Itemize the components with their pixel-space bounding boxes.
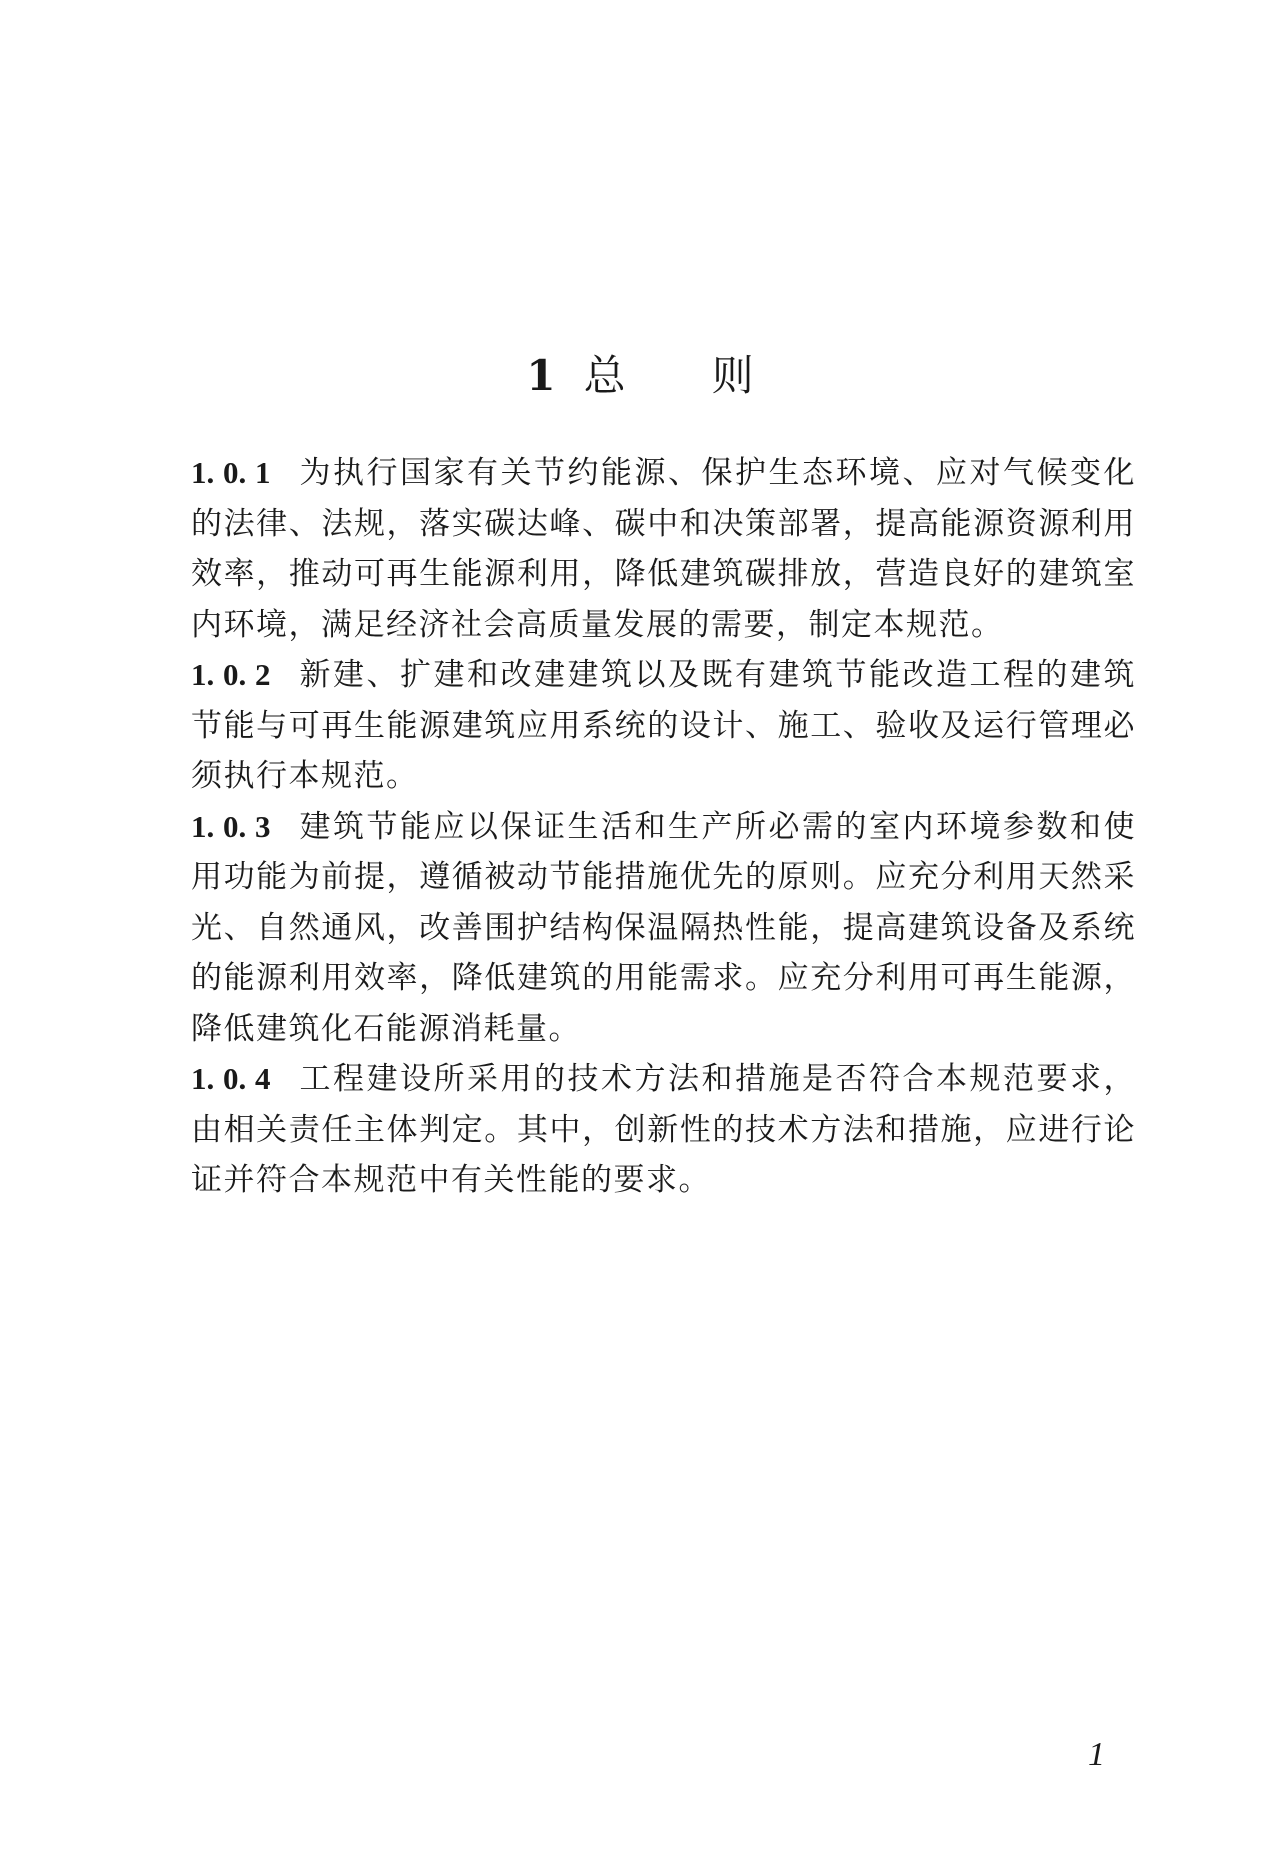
chapter-title-part2: 则 [711,351,754,401]
clause-number: 1. 0. 1 [191,455,271,490]
clause-1-0-3 [191,802,1136,1055]
chapter-number: 1 [526,351,556,401]
page-number: 1 [1088,1736,1105,1773]
clause-number: 1. 0. 2 [191,657,271,692]
clause-number: 1. 0. 4 [191,1061,271,1096]
chapter-title-part1: 总 [583,351,626,401]
clause-text: 建筑节能应以保证生活和生产所必需的室内环境参数和使用功能为前提，遵循被动节能措施优先的原则。应充分利用天然采光、自然通风，改善围护结构保温隔热性能，提高建筑设备及系统的能源利用效率，降低建筑的用能需求。应充分利用可再生能源，降低建筑化石能源消耗量。 [191,808,1136,1047]
clause-text: 工程建设所采用的技术方法和措施是否符合本规范要求，由相关责任主体判定。其中，创新性的技术方法和措施，应进行论证并符合本规范中有关性能的要求。 [191,1061,1136,1198]
clause-1-0-1 [191,448,1136,650]
clause-list [191,448,1136,1206]
clause-1-0-2 [191,650,1136,802]
chapter-title [0,346,1280,406]
clause-text: 为执行国家有关节约能源、保护生态环境、应对气候变化的法律、法规，落实碳达峰、碳中和决策部署，提高能源资源利用效率，推动可再生能源利用，降低建筑碳排放，营造良好的建筑室内环境，满足经济社会高质量发展的需要，制定本规范。 [191,455,1136,643]
clause-number: 1. 0. 3 [191,808,271,844]
clause-1-0-4 [191,1054,1136,1206]
clause-text: 新建、扩建和改建建筑以及既有建筑节能改造工程的建筑节能与可再生能源建筑应用系统的设计、施工、验收及运行管理必须执行本规范。 [191,657,1136,794]
